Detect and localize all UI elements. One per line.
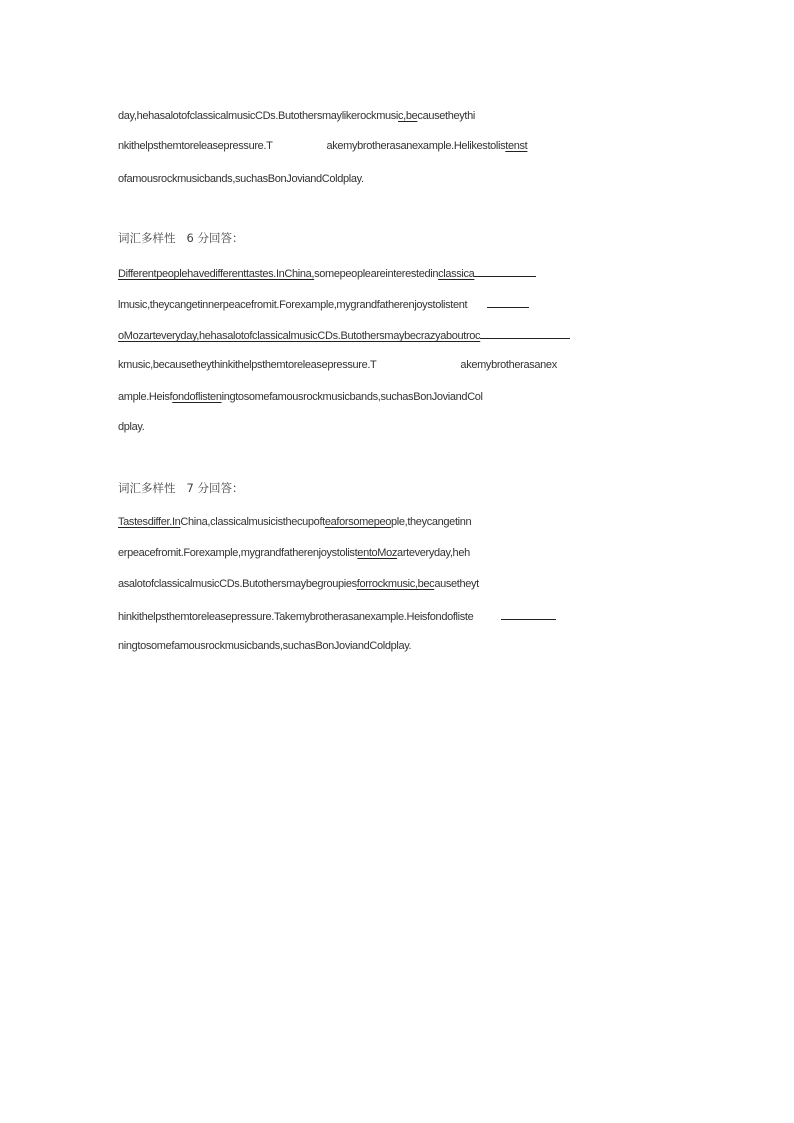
paragraph-line (118, 608, 556, 624)
blank-line (501, 608, 556, 620)
paragraph-line (118, 327, 570, 343)
paragraph-line (118, 390, 483, 404)
underlined-text: oMozarteveryday,hehasalotofclassicalmusicCDs.Butothersmaybecrazyaboutroc (118, 330, 481, 342)
paragraph-line (118, 139, 527, 153)
section-heading: 词汇多样性 7 分回答： (118, 481, 244, 495)
paragraph-line (118, 265, 536, 281)
text-run: ple,theycangetinn (391, 516, 472, 528)
blank-line (480, 327, 570, 339)
paragraph-line (118, 358, 557, 372)
text-run: ingtosomefamousrockmusicbands,suchasBonJoviandCol (221, 391, 483, 403)
paragraph-line (118, 515, 471, 529)
text-run: asalotofclassicalmusicCDs.Butothersmaybegroupies (118, 578, 357, 590)
underlined-text: c,be (398, 110, 418, 122)
paragraph-line: ningtosomefamousrockmusicbands,suchasBonJoviandColdplay. (118, 640, 412, 652)
underlined-text: entoMoz (357, 547, 398, 559)
underlined-text: forrockmusic,bec (356, 578, 435, 590)
text-run: akemybrotherasanexample.Helikestolis (326, 140, 506, 152)
paragraph-line (118, 109, 475, 123)
paragraph-line (118, 296, 529, 312)
text-run: ausetheyt (434, 578, 479, 590)
underlined-text: eaforsomepeo (324, 516, 391, 528)
underlined-text: ondoflisten (172, 391, 222, 403)
paragraph-line (118, 577, 479, 591)
paragraph-line: dplay. (118, 421, 145, 433)
blank-line (487, 296, 529, 308)
text-run: hinkithelpsthemtoreleasepressure.Takemybrotherasanexample.Heisfondofliste (118, 611, 474, 623)
paragraph-line (118, 546, 470, 560)
text-run: arteveryday,heh (397, 547, 470, 559)
text-run: somepeopleareinterestedin (314, 268, 439, 280)
text-run: causetheythi (417, 110, 475, 122)
text-run: China,classicalmusicisthecupoft (180, 516, 325, 528)
text-run: akemybrotherasanex (460, 359, 557, 371)
blank-line (474, 265, 536, 277)
underlined-text: classica (438, 268, 475, 280)
underlined-text: Tastesdiffer.In (118, 516, 181, 528)
underlined-text: tenst (505, 140, 528, 152)
text-run: nkithelpsthemtoreleasepressure.T (118, 140, 273, 152)
text-run: kmusic,becausetheythinkithelpsthemtoreleasepressure.T (118, 359, 377, 371)
paragraph-line: ofamousrockmusicbands,suchasBonJoviandColdplay. (118, 173, 364, 185)
text-run: ample.Heisf (118, 391, 173, 403)
text-run: lmusic,theycangetinnerpeacefromit.Forexample,mygrandfatherenjoystolistent (118, 299, 468, 311)
underlined-text: Differentpeoplehavedifferenttastes.InChina, (118, 268, 315, 280)
section-heading: 词汇多样性 6 分回答： (118, 231, 244, 245)
text-run: day,hehasalotofclassicalmusicCDs.Butothersmaylikerockmusi (118, 110, 399, 122)
text-run: erpeacefromit.Forexample,mygrandfatherenjoystolist (118, 547, 358, 559)
